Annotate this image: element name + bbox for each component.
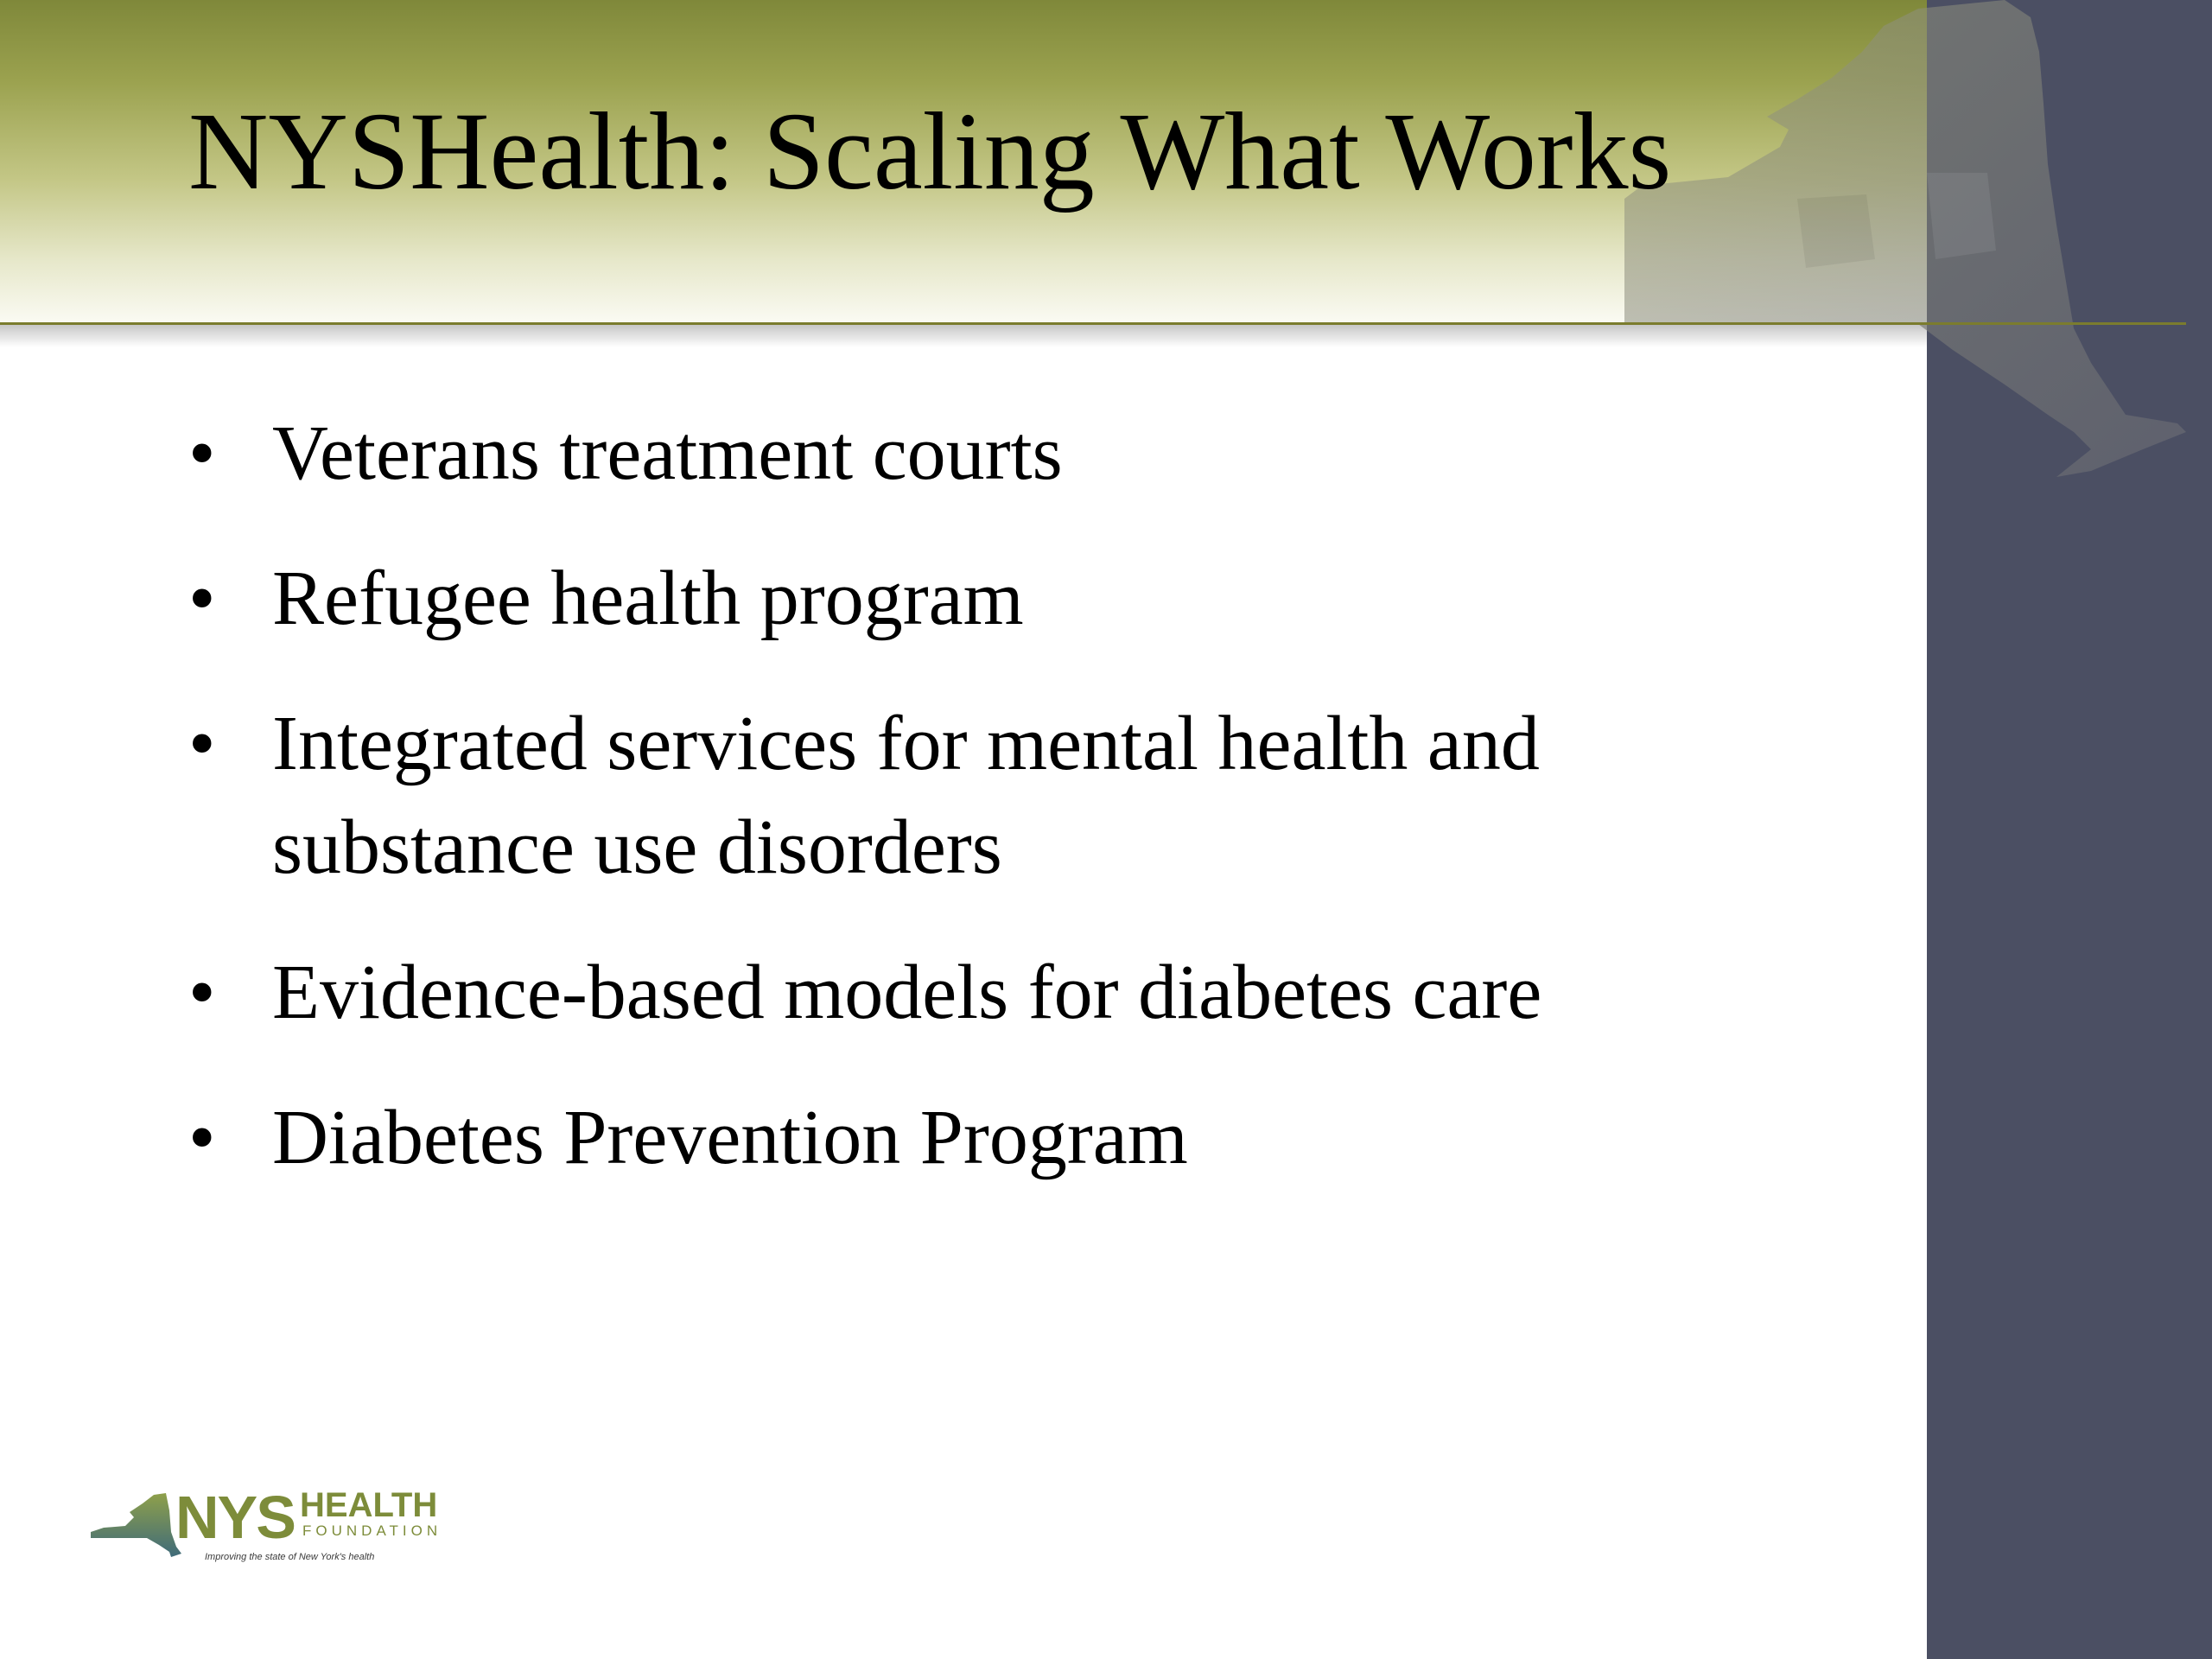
bullet-text: Evidence-based models for diabetes care	[272, 950, 1542, 1035]
bullet-dot-icon: •	[188, 556, 216, 641]
bullet-item	[188, 941, 1830, 1045]
bullet-text: Diabetes Prevention Program	[272, 1095, 1188, 1180]
nyshealth-logo	[86, 1486, 467, 1573]
logo-tagline: Improving the state of New York's health	[205, 1552, 375, 1562]
nys-map-logo-icon	[86, 1493, 181, 1562]
logo-health-text: HEALTH	[300, 1486, 438, 1524]
bullet-item	[188, 402, 1830, 505]
bullet-dot-icon: •	[188, 1095, 216, 1180]
bullet-item	[188, 547, 1830, 651]
bullet-item	[188, 692, 1830, 899]
bullet-text: Veterans treatment courts	[272, 410, 1063, 496]
bullet-item	[188, 1086, 1830, 1190]
header-shadow	[0, 325, 1927, 347]
bullet-list	[188, 402, 1830, 1231]
logo-nys-text: NYS	[175, 1484, 295, 1551]
bullet-text: Integrated services for mental health and substance use disorders	[272, 701, 1540, 890]
slide-title: NYSHealth: Scaling What Works	[188, 90, 1672, 213]
logo-foundation-text: FOUNDATION	[302, 1522, 442, 1539]
bullet-text: Refugee health program	[272, 556, 1024, 641]
bullet-dot-icon: •	[188, 950, 216, 1035]
bullet-dot-icon: •	[188, 701, 216, 786]
bullet-dot-icon: •	[188, 410, 216, 496]
